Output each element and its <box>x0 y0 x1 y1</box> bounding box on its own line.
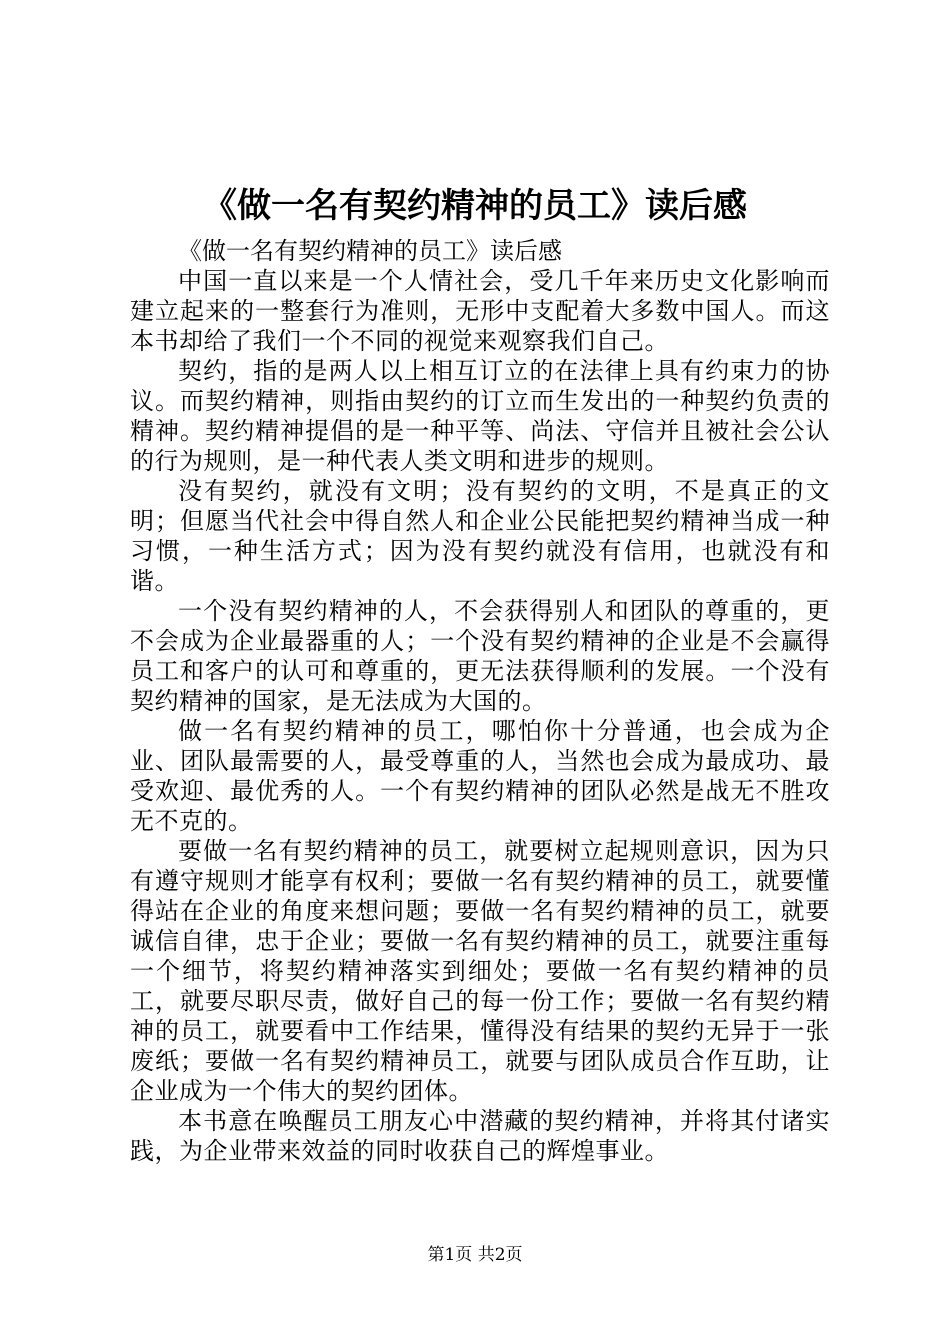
paragraph: 做一名有契约精神的员工，哪怕你十分普通，也会成为企业、团队最需要的人，最受尊重的人，当然也会成为最成功、最受欢迎、最优秀的人。一个有契约精神的团队必然是战无不胜攻无不克的。 <box>130 717 830 835</box>
document-body <box>130 236 830 1166</box>
paragraph: 一个没有契约精神的人，不会获得别人和团队的尊重的，更不会成为企业最器重的人；一个没有契约精神的企业是不会赢得员工和客户的认可和尊重的，更无法获得顺利的发展。一个没有契约精神的国家，是无法成为大国的。 <box>130 597 830 715</box>
paragraph: 没有契约，就没有文明；没有契约的文明，不是真正的文明；但愿当代社会中得自然人和企业公民能把契约精神当成一种习惯，一种生活方式；因为没有契约就没有信用，也就没有和谐。 <box>130 477 830 595</box>
document-title: 《做一名有契约精神的员工》读后感 <box>203 186 747 226</box>
paragraph: 本书意在唤醒员工朋友心中潜藏的契约精神，并将其付诸实践，为企业带来效益的同时收获自己的辉煌事业。 <box>130 1107 830 1165</box>
document-subtitle: 《做一名有契约精神的员工》读后感 <box>178 237 562 265</box>
paragraph: 中国一直以来是一个人情社会，受几千年来历史文化影响而建立起来的一整套行为准则，无形中支配着大多数中国人。而这本书却给了我们一个不同的视觉来观察我们自己。 <box>130 267 830 355</box>
paragraph: 要做一名有契约精神的员工，就要树立起规则意识，因为只有遵守规则才能享有权利；要做一名有契约精神的员工，就要懂得站在企业的角度来想问题；要做一名有契约精神的员工，就要诚信自律，忠于企业；要做一名有契约精神的员工，就要注重每一个细节，将契约精神落实到细处；要做一名有契约精神的员工，就要尽职尽责，做好自己的每一份工作；要做一名有契约精神的员工，就要看中工作结果，懂得没有结果的契约无异于一张废纸；要做一名有契约精神员工，就要与团队成员合作互助，让企业成为一个伟大的契约团体。 <box>130 837 830 1105</box>
paragraph: 契约，指的是两人以上相互订立的在法律上具有约束力的协议。而契约精神，则指由契约的订立而生发出的一种契约负责的精神。契约精神提倡的是一种平等、尚法、守信并且被社会公认的行为规则，是一种代表人类文明和进步的规则。 <box>130 357 830 475</box>
page-number-footer: 第1页 共2页 <box>427 1245 523 1265</box>
